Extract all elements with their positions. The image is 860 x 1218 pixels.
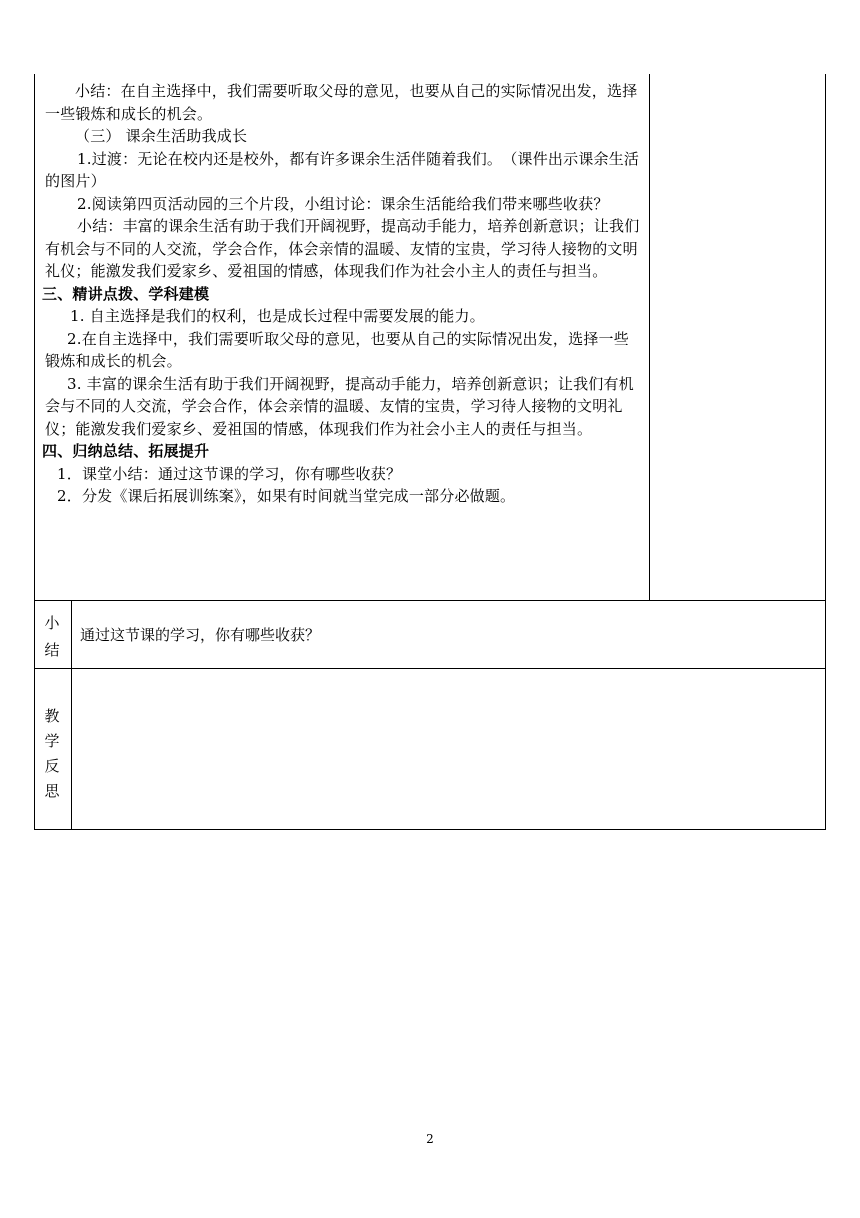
summary-row-label <box>37 610 67 664</box>
reflection-row-label <box>37 704 67 804</box>
table-right-border <box>825 74 826 830</box>
summary-row-text: 通过这节课的学习，你有哪些收获？ <box>80 626 321 644</box>
label-column-divider <box>71 600 72 830</box>
paragraph-summary-choice: 小结：在自主选择中，我们需要听取父母的意见，也要从自己的实际情况出发，选择一些锻炼和成长的机会。 <box>45 82 638 123</box>
paragraph-point-2: 2.在自主选择中，我们需要听取父母的意见，也要从自己的实际情况出发，选择一些锻炼和成长的机会。 <box>45 329 629 370</box>
page-number: 2 <box>426 1132 434 1146</box>
row-divider-main <box>34 600 826 601</box>
reflection-label-char: 学 <box>44 732 60 750</box>
heading-section-four: 四、归纳总结、拓展提升 <box>42 442 210 460</box>
paragraph-distribute-homework: 2．分发《课后拓展训练案》，如果有时间就当堂完成一部分必做题。 <box>57 487 516 505</box>
reflection-label-char: 思 <box>44 782 60 800</box>
reflection-label-char: 教 <box>44 707 60 725</box>
paragraph-point-1: 1. 自主选择是我们的权利，也是成长过程中需要发展的能力。 <box>70 307 485 325</box>
paragraph-section-three-title: （三） 课余生活助我成长 <box>75 127 248 145</box>
summary-label-char: 结 <box>44 641 60 659</box>
paragraph-point-3: 3. 丰富的课余生活有助于我们开阔视野，提高动手能力，培养创新意识；让我们有机会与不同的人交流，学会合作，体会亲情的温暖、友情的宝贵，学习待人接物的文明礼仪；能激发我们爱家乡、爱祖国的情感，体现我们作为社会小主人的责任与担当。 <box>45 374 634 438</box>
table-left-border <box>34 74 35 830</box>
notes-column-divider <box>649 74 650 600</box>
paragraph-transition: 1.过渡：无论在校内还是校外，都有许多课余生活伴随着我们。 （课件出示课余生活的图片） <box>45 149 640 190</box>
reflection-label-char: 反 <box>44 757 60 775</box>
main-content-cell <box>42 80 641 508</box>
table-bottom-border <box>34 829 826 830</box>
paragraph-reading-discussion: 2.阅读第四页活动园的三个片段，小组讨论：课余生活能给我们带来哪些收获？ <box>77 194 609 213</box>
paragraph-summary-after-school: 小结：丰富的课余生活有助于我们开阔视野，提高动手能力，培养创新意识；让我们有机会与不同的人交流，学会合作，体会亲情的温暖、友情的宝贵，学习待人接物的文明礼仪；能激发我们爱家乡、爱祖国的情感，体现我们作为社会小主人的责任与担当。 <box>45 217 640 280</box>
summary-label-char: 小 <box>44 614 60 632</box>
paragraph-class-summary: 1．课堂小结：通过这节课的学习，你有哪些收获？ <box>57 464 402 483</box>
heading-section-three: 三、精讲点拨、学科建模 <box>42 284 210 303</box>
row-divider-summary <box>34 668 826 669</box>
